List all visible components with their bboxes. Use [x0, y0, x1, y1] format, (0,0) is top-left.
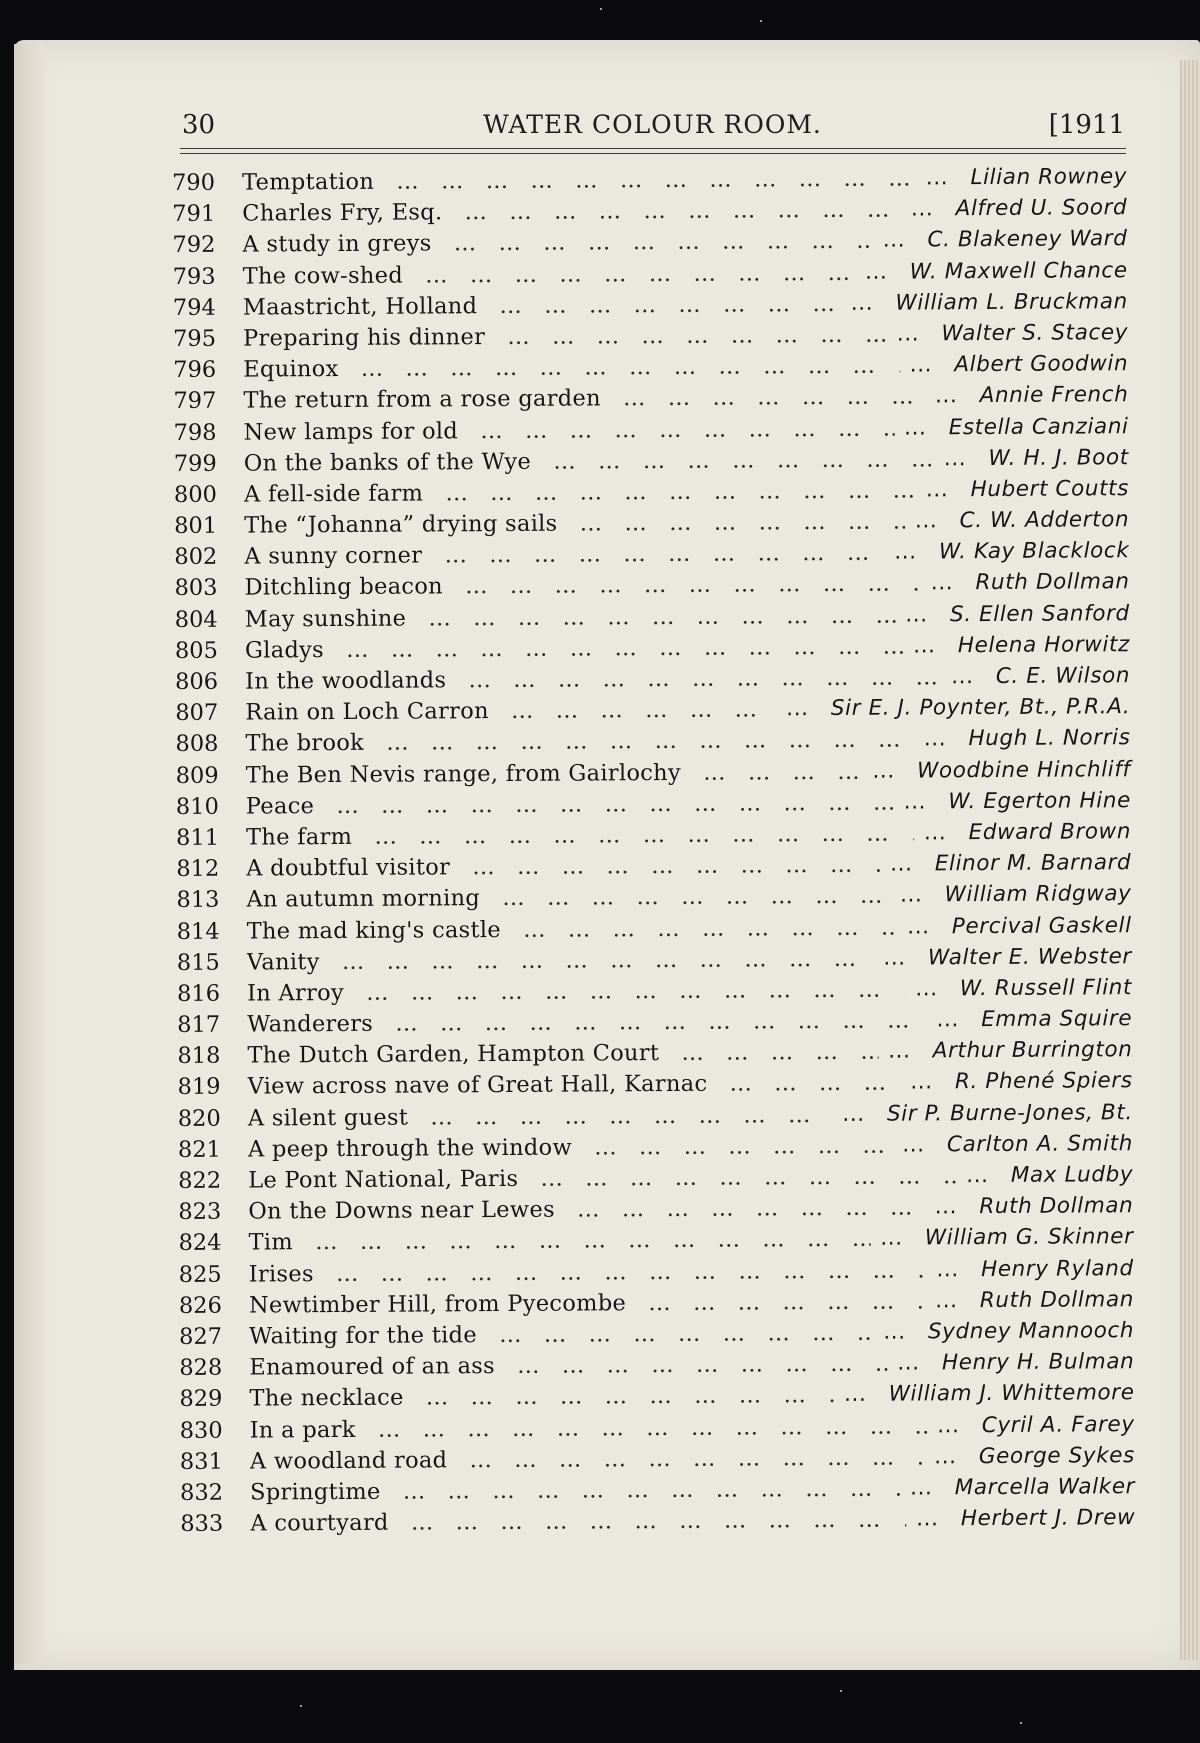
header-rule-thin	[180, 153, 1126, 154]
entry-artist: ... S. Ellen Sanford	[895, 601, 1130, 627]
entry-number: 832	[180, 1479, 224, 1506]
entry-artist: ... Annie French	[925, 382, 1128, 408]
entry-artist: ... C. E. Wilson	[941, 663, 1130, 689]
entry-artist: ... Lilian Rowney	[916, 164, 1127, 190]
entry-number: 823	[178, 1198, 222, 1226]
entry-number: 815	[176, 949, 220, 976]
entry-number: 824	[178, 1230, 222, 1257]
entry-number: 811	[176, 824, 220, 851]
entry-title: An autumn morning ...	[246, 881, 1131, 912]
entry-artist: ... Max Ludby	[956, 1162, 1133, 1188]
entry-artist: ... Alfred U. Soord	[901, 195, 1127, 221]
entry-title: May sunshine ...	[245, 601, 1130, 632]
entry-number: 807	[175, 699, 219, 727]
entry-title: Charles Fry, Esq. ...	[242, 195, 1127, 226]
entry-title: The brook ...	[245, 726, 1130, 757]
entry-number: 817	[177, 1011, 221, 1039]
entry-title: Tim ...	[248, 1225, 1133, 1256]
entry-number: 801	[174, 512, 218, 540]
entry-number: 799	[173, 450, 217, 477]
entry-artist: ... Arthur Burrington	[878, 1037, 1132, 1064]
entry-number: 800	[173, 481, 218, 508]
entry-artist: ... Edward Brown	[914, 819, 1131, 845]
entry-number: 808	[175, 731, 219, 758]
entry-artist: ... William L. Bruckman	[841, 289, 1128, 316]
entry-title: The cow-shed ...	[243, 258, 1128, 289]
entry-title: A courtyard ...	[250, 1505, 1135, 1536]
entry-title: In a park ...	[250, 1412, 1135, 1443]
entry-title: On the banks of the Wye ...	[244, 445, 1129, 476]
entry-number: 792	[172, 232, 216, 259]
entry-title: Temptation ...	[242, 164, 1127, 195]
entry-artist: ... W. Maxwell Chance	[855, 258, 1128, 285]
entry-title: On the Downs near Lewes ...	[248, 1193, 1133, 1224]
entry-artist: ... C. Blakeney Ward	[873, 227, 1128, 254]
entry-title: Ditchling beacon ...	[244, 570, 1129, 601]
entry-title: A sunny corner ...	[244, 538, 1129, 569]
entry-artist: ... Henry Ryland	[926, 1256, 1133, 1282]
entry-title: The Dutch Garden, Hampton Court ...	[247, 1037, 1132, 1068]
entry-artist: ... William Ridgway	[890, 881, 1132, 907]
entry-artist: ... Woodbine Hinchliff	[862, 757, 1130, 784]
entry-title: Waiting for the tide ...	[249, 1318, 1134, 1349]
entry-artist: ... Emma Squire	[926, 1006, 1132, 1032]
entry-artist: ... Estella Canziani	[894, 414, 1129, 440]
entry-number: 803	[174, 575, 218, 602]
entry-number: 790	[172, 169, 216, 196]
entry-title: The mad king's castle ...	[247, 913, 1132, 944]
entry-artist: ... Ruth Dollman	[925, 1287, 1134, 1313]
entry-artist: ... W. Russell Flint	[905, 975, 1132, 1001]
entry-title: Irises ...	[249, 1256, 1134, 1287]
entry-title: Preparing his dinner ...	[243, 320, 1128, 351]
entry-artist: ... W. Egerton Hine	[894, 788, 1131, 814]
entry-title: The return from a rose garden ...	[243, 382, 1128, 413]
entry-number: 812	[176, 855, 220, 883]
entry-title: Peace ...	[246, 788, 1131, 819]
entry-number: 831	[179, 1448, 223, 1475]
dust-speck	[600, 8, 602, 10]
page-fore-edge	[1180, 60, 1200, 1660]
entry-artist: ... William G. Skinner	[870, 1225, 1133, 1252]
entry-artist: ... W. H. J. Boot	[934, 445, 1129, 471]
entry-number: 825	[178, 1261, 222, 1288]
entry-number: 818	[177, 1042, 221, 1070]
entry-number: 802	[174, 543, 218, 571]
entry-number: 809	[175, 762, 219, 789]
entry-artist: ... Sir E. J. Poynter, Bt., P.R.A.	[776, 694, 1130, 721]
entry-number: 810	[175, 793, 219, 820]
entry-artist: ... Ruth Dollman	[925, 1193, 1134, 1219]
year-label: [1911	[1048, 110, 1125, 140]
entry-title: A silent guest ...	[248, 1100, 1133, 1131]
entry-number: 798	[173, 419, 217, 446]
entry-number: 793	[172, 263, 216, 290]
entry-title: A peep through the window ...	[248, 1131, 1133, 1162]
entry-number: 828	[179, 1354, 223, 1382]
entry-artist: ... Walter E. Webster	[873, 944, 1132, 971]
running-title: WATER COLOUR ROOM.	[483, 110, 822, 139]
entry-number: 796	[173, 356, 217, 384]
entry-title: Gladys ...	[245, 632, 1130, 663]
dust-speck	[1020, 1722, 1022, 1724]
entry-artist: ... Walter S. Stacey	[887, 320, 1128, 346]
entry-number: 820	[177, 1105, 221, 1132]
entry-artist: ... George Sykes	[924, 1443, 1135, 1469]
page-number: 30	[182, 110, 216, 140]
entry-title: The necklace ...	[249, 1380, 1134, 1411]
entry-title: Equinox ...	[243, 351, 1128, 382]
entry-artist: ... Helena Horwitz	[903, 632, 1130, 658]
entry-title: Newtimber Hill, from Pyecombe ...	[249, 1287, 1134, 1318]
entry-title: Enamoured of an ass ...	[249, 1349, 1134, 1380]
entry-title: Rain on Loch Carron ...	[245, 694, 1130, 725]
entry-title: A study in greys ...	[242, 227, 1127, 258]
entry-number: 816	[176, 980, 221, 1007]
entry-title: A woodland road ...	[250, 1443, 1135, 1474]
entry-title: Vanity ...	[247, 944, 1132, 975]
catalogue-entry-list	[172, 164, 1135, 1542]
entry-artist: ... Carlton A. Smith	[892, 1131, 1133, 1157]
dust-speck	[840, 1690, 842, 1692]
entry-number: 795	[172, 325, 217, 352]
entry-number: 833	[180, 1510, 224, 1538]
header-rule	[180, 148, 1126, 149]
entry-artist: ... Henry H. Bulman	[887, 1349, 1134, 1376]
entry-title: Maastricht, Holland ...	[243, 289, 1128, 320]
entry-artist: ... Sydney Mannooch	[873, 1318, 1134, 1345]
entry-artist: ... William J. Whittemore	[834, 1380, 1135, 1407]
entry-title: The farm ...	[246, 819, 1131, 850]
entry-number: 822	[178, 1167, 222, 1194]
entry-artist: ... Herbert J. Drew	[906, 1505, 1135, 1531]
entry-title: View across nave of Great Hall, Karnac ...	[248, 1069, 1133, 1100]
entry-number: 829	[179, 1386, 223, 1413]
entry-number: 826	[178, 1292, 222, 1319]
entry-number: 794	[172, 294, 216, 321]
entry-title: The “Johanna” drying sails ...	[244, 507, 1129, 538]
entry-artist: ... W. Kay Blacklock	[884, 538, 1129, 564]
entry-artist: ... Hugh L. Norris	[914, 726, 1131, 752]
entry-artist: ... Sir P. Burne-Jones, Bt.	[832, 1100, 1133, 1127]
dust-speck	[300, 1705, 302, 1707]
entry-title: Springtime ...	[250, 1474, 1135, 1505]
entry-title: The Ben Nevis range, from Gairlochy ...	[246, 757, 1131, 788]
entry-title: Wanderers ...	[247, 1006, 1132, 1037]
entry-number: 804	[174, 606, 218, 633]
entry-artist: ... Marcella Walker	[900, 1474, 1135, 1500]
entry-number: 819	[177, 1074, 221, 1101]
entry-number: 827	[179, 1323, 223, 1350]
dust-speck	[760, 20, 762, 22]
entry-title: In the woodlands ...	[245, 663, 1130, 694]
entry-artist: ... Albert Goodwin	[900, 351, 1129, 377]
entry-number: 791	[172, 200, 216, 228]
entry-number: 814	[176, 918, 220, 945]
entry-artist: ... Elinor M. Barnard	[880, 850, 1131, 877]
page-header	[180, 110, 1125, 150]
entry-number: 806	[175, 668, 219, 695]
entry-artist: ... Percival Gaskell	[897, 913, 1132, 939]
entry-artist: ... Hubert Coutts	[916, 476, 1129, 502]
entry-title: In Arroy ...	[247, 975, 1132, 1006]
entry-artist: ... C. W. Adderton	[905, 507, 1129, 533]
entry-number: 797	[173, 388, 217, 415]
entry-number: 821	[177, 1136, 222, 1163]
entry-number: 805	[174, 637, 218, 664]
entry-title: A doubtful visitor ...	[246, 850, 1131, 881]
entry-artist: ... Ruth Dollman	[921, 570, 1130, 596]
entry-title: New lamps for old ...	[244, 414, 1129, 445]
entry-artist: ... R. Phené Spiers	[900, 1069, 1132, 1095]
catalogue-entry	[180, 1505, 1135, 1542]
page-gutter	[14, 44, 44, 1664]
entry-number: 830	[179, 1417, 223, 1444]
entry-title: A fell-side farm ...	[244, 476, 1129, 507]
entry-artist: ... Cyril A. Farey	[927, 1412, 1135, 1438]
entry-number: 813	[176, 887, 220, 914]
entry-title: Le Pont National, Paris ...	[248, 1162, 1133, 1193]
